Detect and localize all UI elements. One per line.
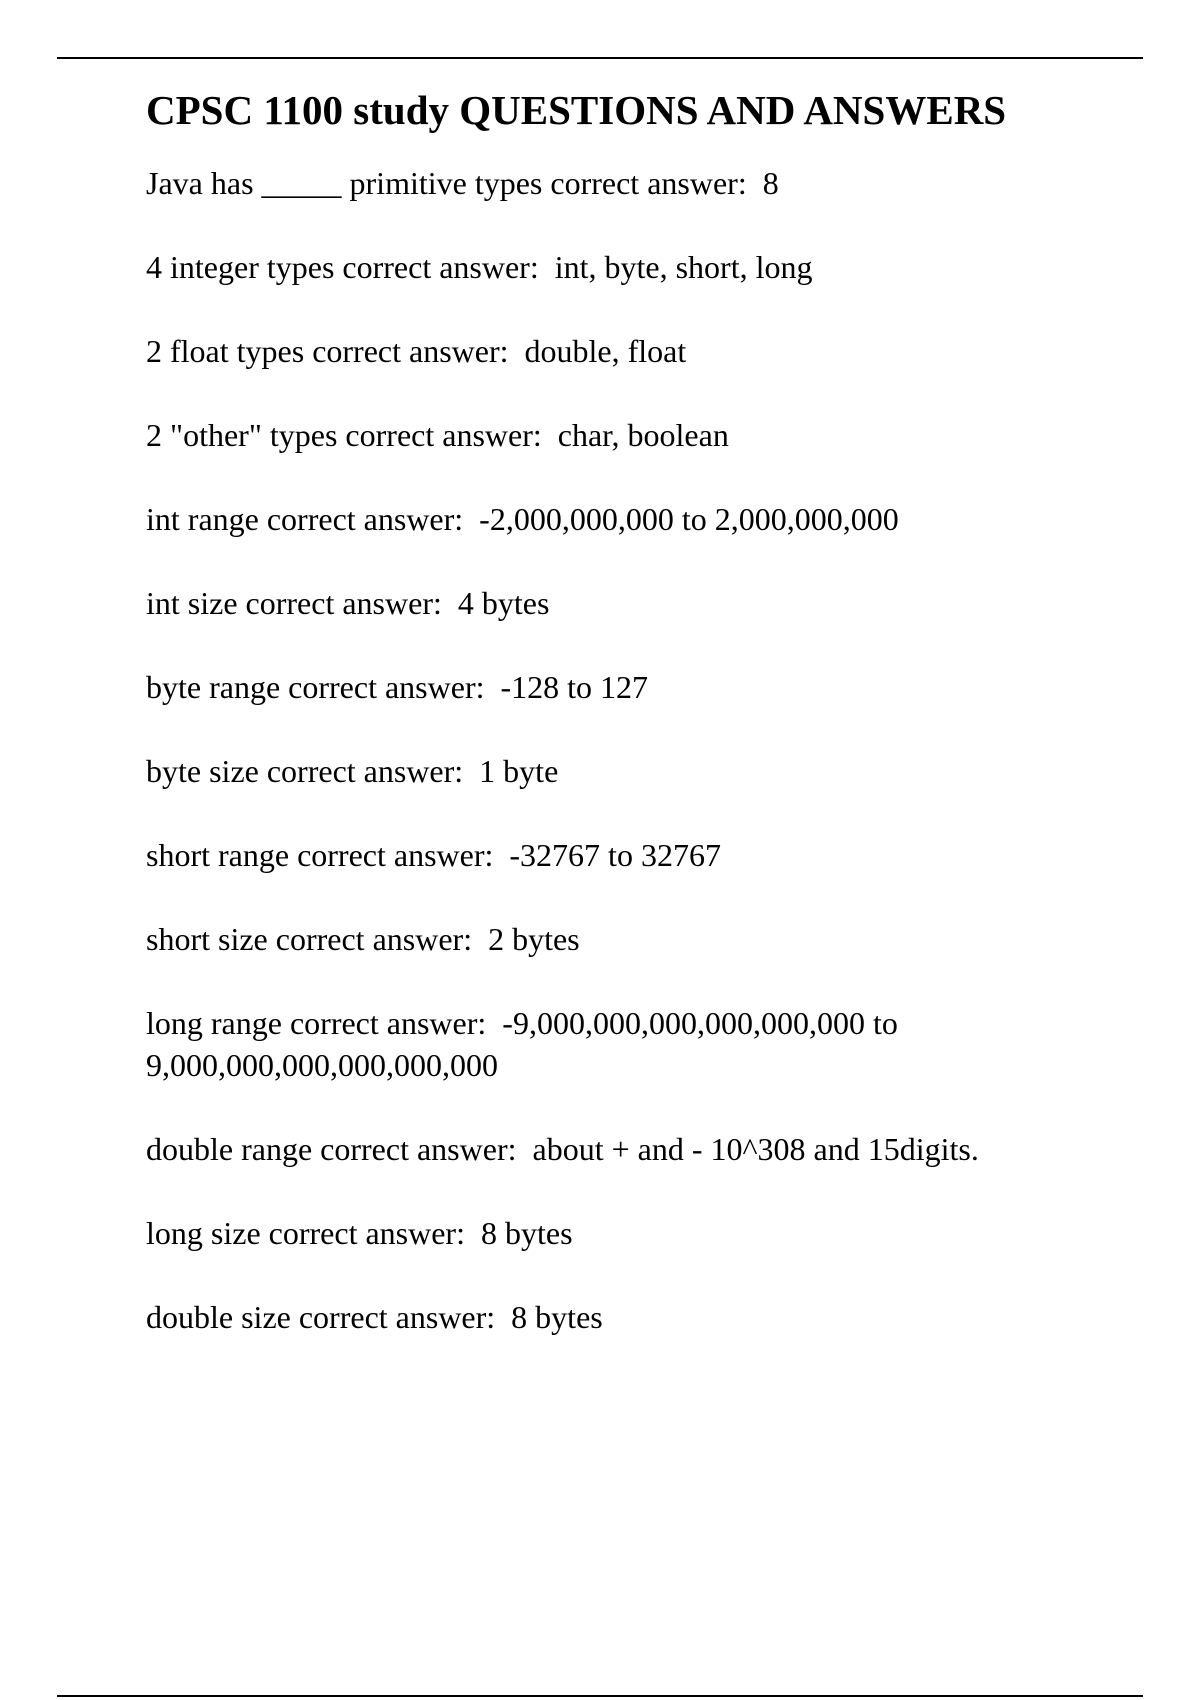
- question-text: 2 float types: [146, 333, 305, 369]
- answer-text: 8 bytes: [480, 1215, 573, 1251]
- answer-text: -32767 to 32767: [509, 837, 721, 873]
- qa-item: [146, 582, 1026, 624]
- qa-item: [146, 330, 1026, 372]
- question-text: short size: [146, 921, 268, 957]
- question-text: Java has _____ primitive types: [146, 165, 543, 201]
- question-text: double size: [146, 1299, 291, 1335]
- page-title: CPSC 1100 study QUESTIONS AND ANSWERS: [146, 87, 1007, 133]
- qa-item: [146, 498, 1026, 540]
- answer-text: about + and - 10^308 and 15digits.: [532, 1131, 979, 1167]
- answer-label: correct answer:: [342, 249, 555, 285]
- answer-label: correct answer:: [275, 921, 489, 957]
- bottom-rule: [57, 1695, 1143, 1697]
- answer-label: correct answer:: [298, 1299, 512, 1335]
- question-text: int size: [146, 585, 238, 621]
- answer-label: correct answer:: [345, 417, 558, 453]
- document-body: [146, 82, 1026, 1380]
- answer-label: correct answer:: [320, 1131, 533, 1167]
- qa-item: [146, 1002, 1026, 1086]
- qa-list: [146, 162, 1026, 1338]
- answer-text: 4 bytes: [457, 585, 550, 621]
- question-text: 2 "other" types: [146, 417, 338, 453]
- qa-item: [146, 162, 1026, 204]
- qa-item: [146, 666, 1026, 708]
- question-text: byte range: [146, 669, 281, 705]
- answer-label: correct answer:: [266, 501, 480, 537]
- answer-label: correct answer:: [268, 1215, 481, 1251]
- qa-item: [146, 1212, 1026, 1254]
- qa-item: [146, 834, 1026, 876]
- answer-text: -128 to 127: [500, 669, 649, 705]
- answer-label: correct answer:: [288, 669, 501, 705]
- answer-label: correct answer:: [266, 753, 480, 789]
- answer-text: 8: [762, 165, 779, 201]
- qa-item: [146, 750, 1026, 792]
- answer-label: correct answer:: [550, 165, 763, 201]
- answer-text: 1 byte: [479, 753, 559, 789]
- answer-text: -2,000,000,000 to 2,000,000,000: [479, 501, 899, 537]
- answer-text: char, boolean: [557, 417, 729, 453]
- qa-item: [146, 414, 1026, 456]
- top-rule: [57, 57, 1143, 59]
- question-text: long range: [146, 1005, 282, 1041]
- qa-item: [146, 1296, 1026, 1338]
- answer-text: double, float: [524, 333, 687, 369]
- answer-text: 2 bytes: [488, 921, 580, 957]
- question-text: 4 integer types: [146, 249, 335, 285]
- answer-text: int, byte, short, long: [554, 249, 813, 285]
- question-text: byte size: [146, 753, 259, 789]
- question-text: long size: [146, 1215, 261, 1251]
- answer-text: -9,000,000,000,000,000,000 to 9,000,000,000,000,000,000: [146, 1005, 898, 1083]
- question-text: short range: [146, 837, 290, 873]
- qa-item: [146, 246, 1026, 288]
- question-text: int range: [146, 501, 259, 537]
- answer-label: correct answer:: [312, 333, 525, 369]
- question-text: double range: [146, 1131, 313, 1167]
- qa-item: [146, 918, 1026, 960]
- answer-label: correct answer:: [297, 837, 510, 873]
- answer-label: correct answer:: [245, 585, 458, 621]
- answer-label: correct answer:: [289, 1005, 503, 1041]
- qa-item: [146, 1128, 1026, 1170]
- answer-text: 8 bytes: [511, 1299, 603, 1335]
